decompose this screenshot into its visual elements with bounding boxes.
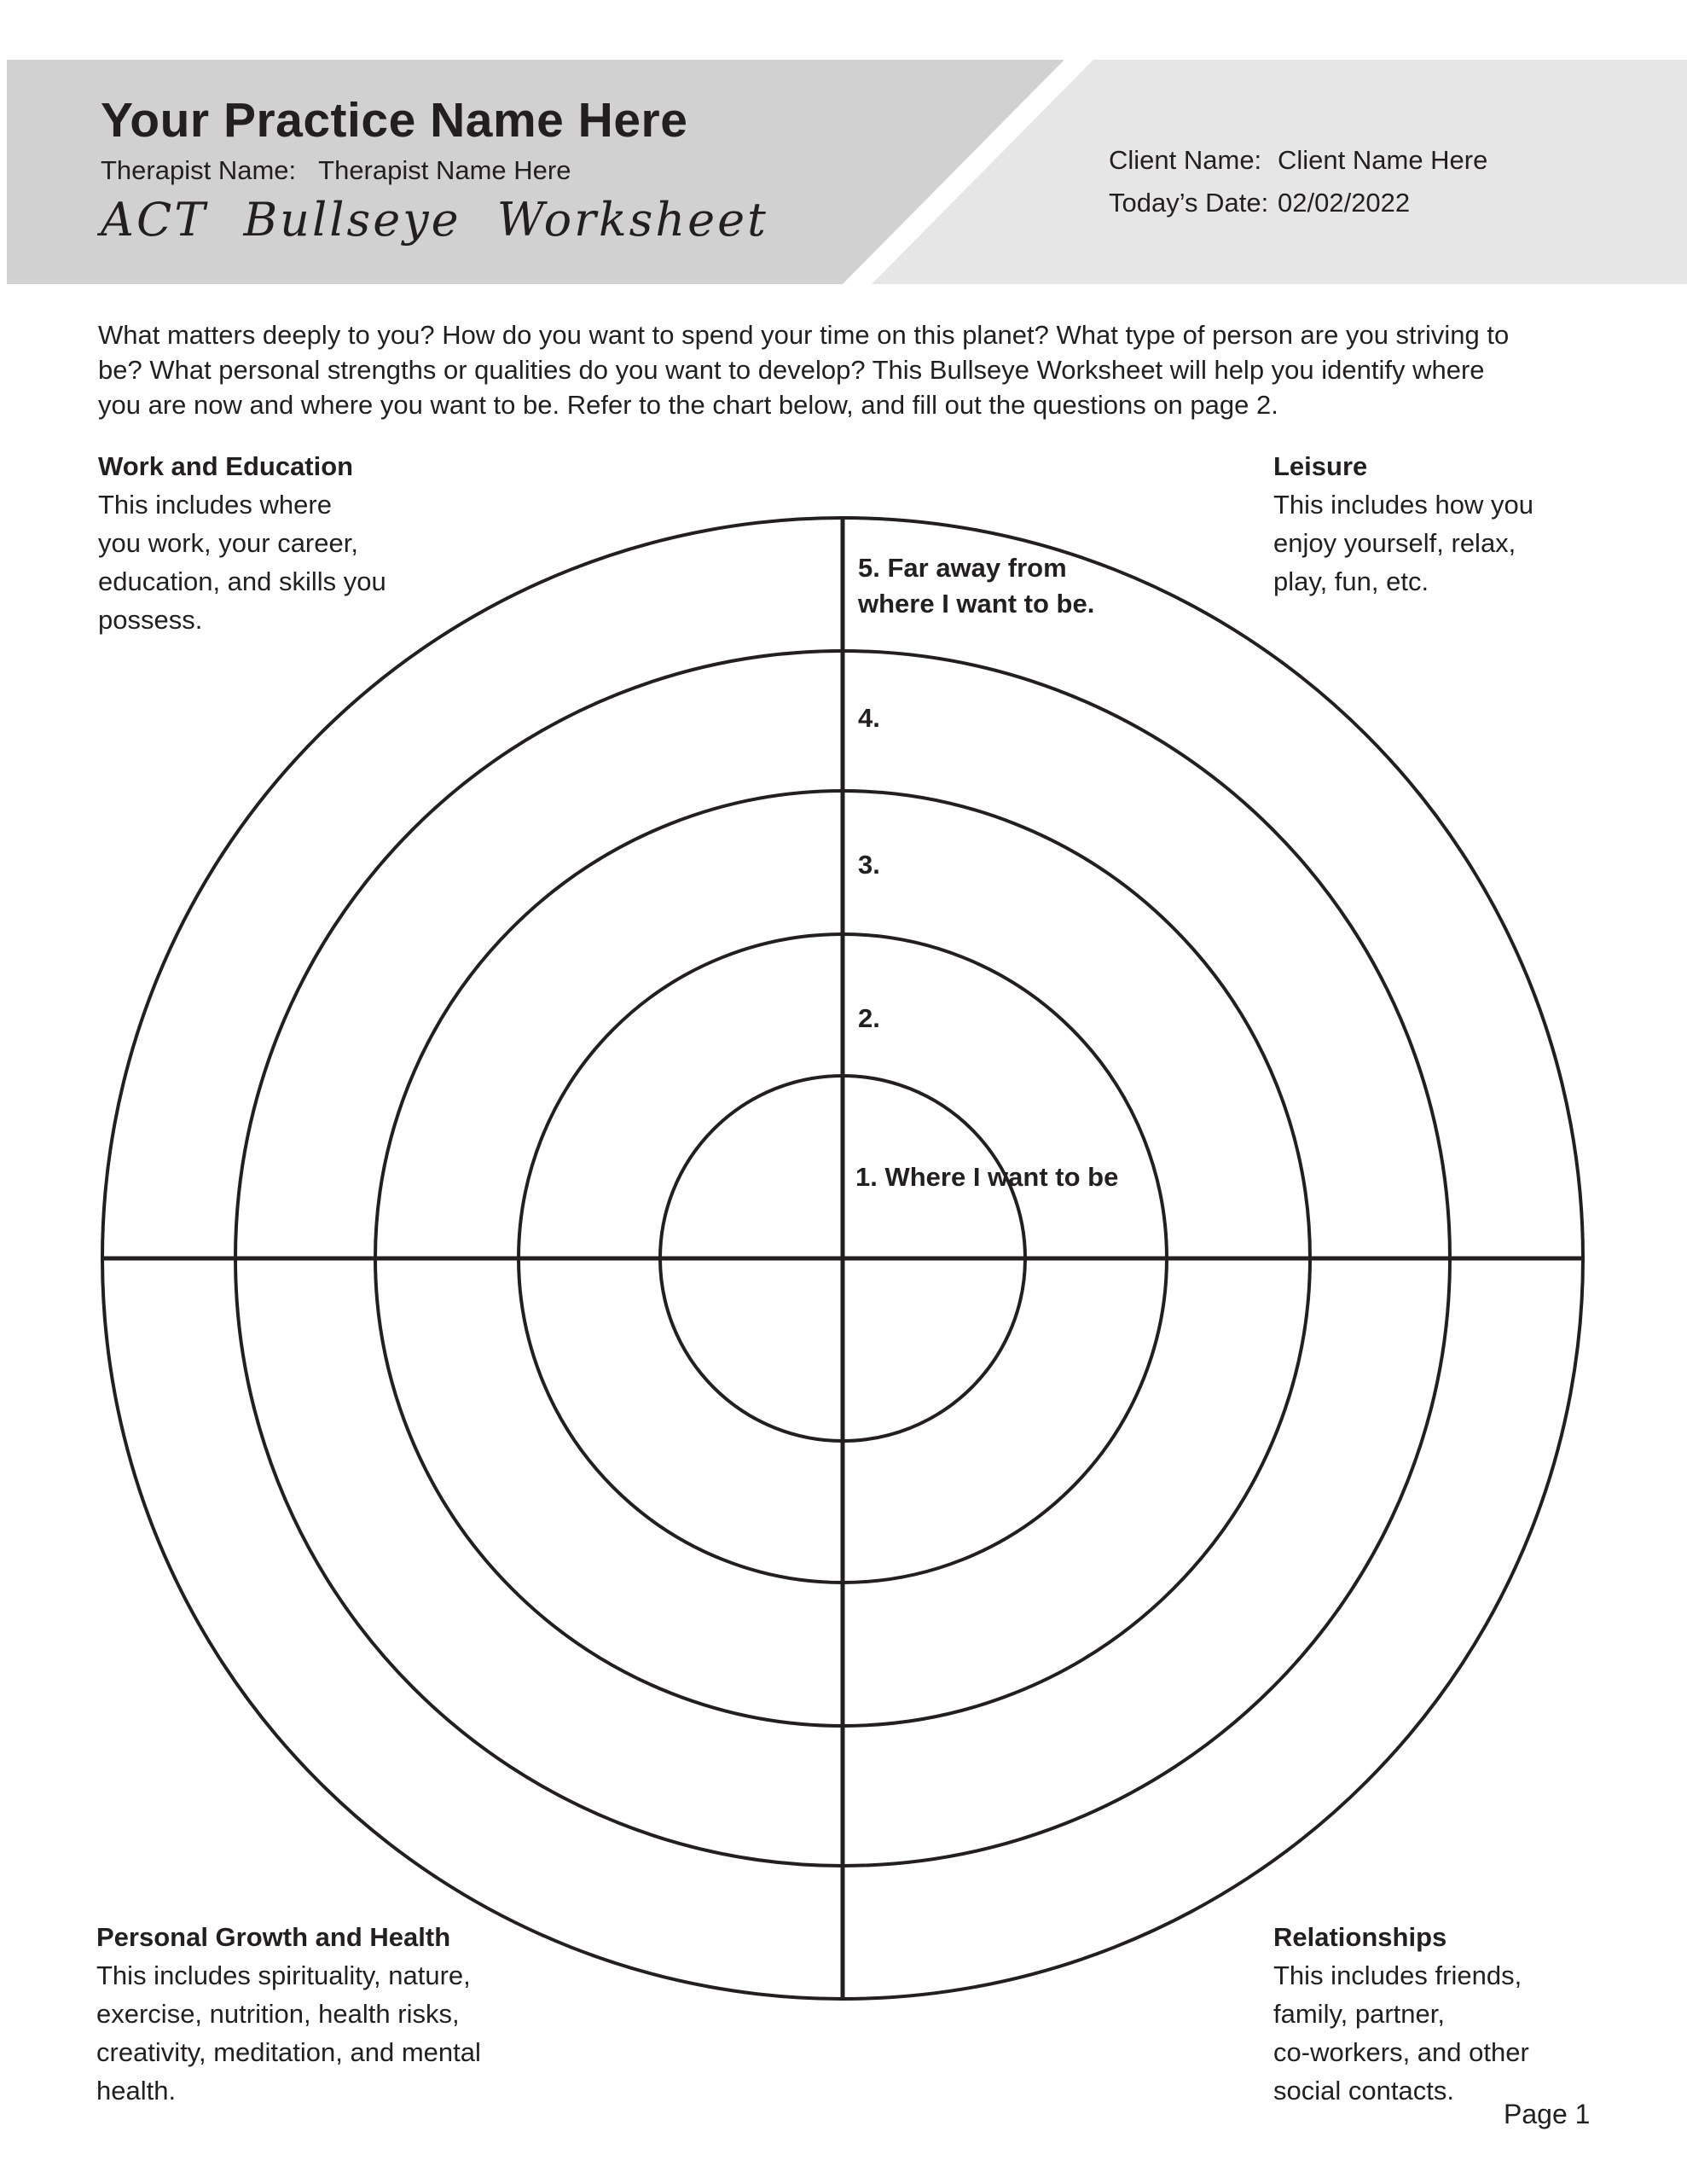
ring-5-label-line1: 5. Far away from: [858, 553, 1067, 583]
quadrant-line: health.: [96, 2076, 177, 2106]
ring-3-label: 3.: [858, 850, 880, 880]
quadrant-work-and-education: [98, 447, 386, 639]
page-number: Page 1: [1504, 2099, 1591, 2129]
quadrant-line: This includes spirituality, nature,: [96, 1960, 471, 1990]
quadrant-line: you work, your career,: [98, 528, 358, 558]
quadrant-line: education, and skills you: [98, 566, 386, 596]
client-name-label: Client Name:: [1109, 145, 1262, 175]
quadrant-line: family, partner,: [1273, 1999, 1446, 2029]
quadrant-line: social contacts.: [1273, 2076, 1454, 2106]
quadrant-leisure: [1273, 447, 1533, 601]
quadrant-line: possess.: [98, 605, 203, 635]
client-name-value: Client Name Here: [1278, 145, 1488, 175]
therapist-name-label: Therapist Name:: [101, 155, 297, 185]
quadrant-line: This includes where: [98, 490, 332, 520]
ring-5-label-line2: where I want to be.: [858, 589, 1095, 619]
quadrant-heading: Work and Education: [98, 451, 354, 481]
quadrant-line: co-workers, and other: [1273, 2037, 1529, 2067]
quadrant-relationships: [1273, 1918, 1529, 2110]
quadrant-line: creativity, meditation, and mental: [96, 2037, 481, 2067]
ring-2-label: 2.: [858, 1003, 880, 1033]
quadrant-line: play, fun, etc.: [1273, 566, 1429, 596]
ring-4-label: 4.: [858, 703, 880, 733]
ring-1-label: 1. Where I want to be: [855, 1162, 1119, 1192]
therapist-name-value: Therapist Name Here: [318, 155, 571, 185]
quadrant-line: enjoy yourself, relax,: [1273, 528, 1516, 558]
practice-name: Your Practice Name Here: [101, 93, 688, 148]
worksheet-title: ACT Bullseye Worksheet: [101, 193, 768, 247]
quadrant-heading: Personal Growth and Health: [96, 1922, 451, 1952]
quadrant-line: This includes how you: [1273, 490, 1533, 520]
date-value: 02/02/2022: [1278, 188, 1411, 218]
intro-line: What matters deeply to you? How do you want to spend your time on this planet? What type of person are you striving to: [98, 320, 1510, 350]
quadrant-line: exercise, nutrition, health risks,: [96, 1999, 460, 2029]
quadrant-heading: Relationships: [1273, 1922, 1447, 1952]
date-label: Today’s Date:: [1109, 188, 1269, 218]
intro-line: be? What personal strengths or qualities do you want to develop? This Bullseye Worksheet will help you identify where: [98, 355, 1485, 385]
quadrant-line: This includes friends,: [1273, 1960, 1522, 1990]
quadrant-heading: Leisure: [1273, 451, 1368, 481]
intro-line: you are now and where you want to be. Refer to the chart below, and fill out the questions on page 2.: [98, 390, 1278, 420]
quadrant-personal-growth-and-health: [96, 1918, 481, 2110]
